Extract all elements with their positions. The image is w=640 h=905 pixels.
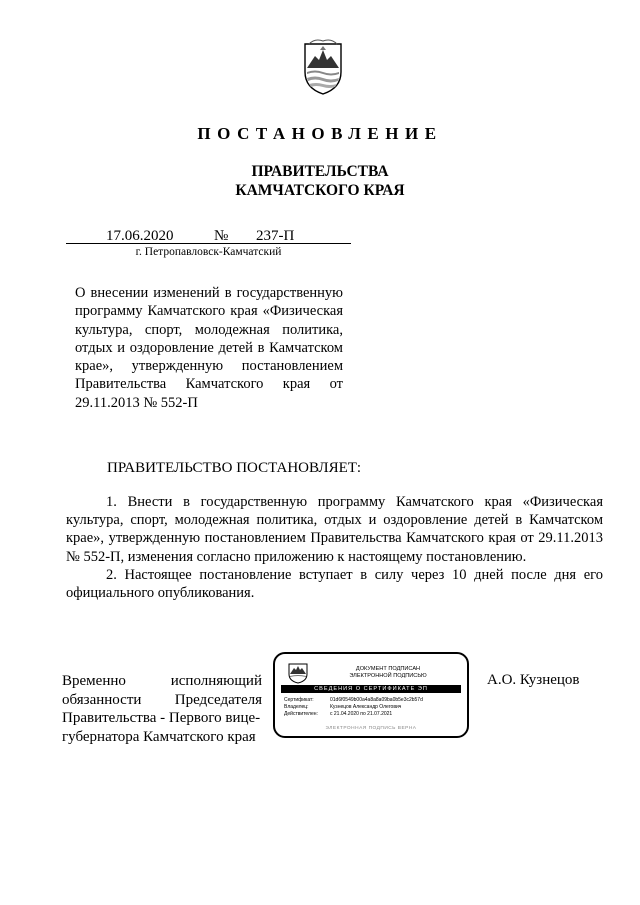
stamp-certificate-banner: СВЕДЕНИЯ О СЕРТИФИКАТЕ ЭП [281, 685, 461, 693]
signer-name: А.О. Кузнецов [487, 672, 580, 688]
stamp-row-owner: Владелец: Кузнецов Александр Олегович [284, 703, 402, 710]
document-subject: О внесении изменений в государственную программу Камчатского края «Физическая культура, спорт, молодежная политика, отдых и оздоровление детей в Камчатском крае», утвержденную постановлением Правительства Камчатского края от 29.11.2013 № 552-П [75, 285, 343, 411]
stamp-row-certificate: Сертификат: 01d6f0549b00a4a8a8a09ba0b5e3c2b57d [284, 697, 423, 703]
position-word: исполняющий [170, 673, 262, 689]
position-line: губернатора Камчатского края [62, 728, 256, 745]
position-word: обязанности [62, 691, 142, 708]
stamp-emblem-icon [287, 662, 309, 684]
electronic-signature-stamp [273, 652, 469, 738]
date-underline [66, 243, 351, 244]
number-sign: № [214, 228, 229, 244]
document-number: 237-П [256, 228, 295, 244]
authority-line-2: КАМЧАТСКОГО КРАЯ [235, 182, 405, 199]
city-name: г. Петропавловск-Камчатский [135, 246, 282, 258]
paragraph-2: 2. Настоящее постановление вступает в силу через 10 дней после дня его официального опубликования. [66, 566, 603, 602]
decree-heading: ПРАВИТЕЛЬСТВО ПОСТАНОВЛЯЕТ: [107, 460, 362, 476]
issuing-authority [0, 162, 640, 200]
stamp-footer: ЭЛЕКТРОННАЯ ПОДПИСЬ ВЕРНА [325, 726, 417, 731]
document-title: ПОСТАНОВЛЕНИЕ [197, 124, 443, 143]
signer-position [62, 672, 262, 746]
stamp-heading-line: ДОКУМЕНТ ПОДПИСАН [355, 666, 421, 672]
coat-of-arms-emblem [301, 38, 345, 96]
date-number-row [66, 228, 352, 244]
position-word: Председателя [174, 691, 262, 708]
stamp-row-validity: Действителен: с 21.04.2020 по 21.07.2021 [284, 710, 393, 717]
document-date: 17.06.2020 [106, 228, 174, 244]
document-body [66, 493, 603, 602]
paragraph-1: 1. Внести в государственную программу Камчатского края «Физическая культура, спорт, молодежная политика, отдых и оздоровление детей в Камчатском крае», утвержденную постановлением Правительства Камчатского края от 29.11.2013 № 552-П, изменения согласно приложению к настоящему постановлению. [66, 494, 603, 565]
position-word: Временно [62, 673, 126, 689]
position-line: Правительства - Первого вице- [62, 710, 261, 726]
stamp-heading-line: ЭЛЕКТРОННОЙ ПОДПИСЬЮ [349, 672, 427, 679]
authority-line-1: ПРАВИТЕЛЬСТВА [251, 163, 389, 180]
